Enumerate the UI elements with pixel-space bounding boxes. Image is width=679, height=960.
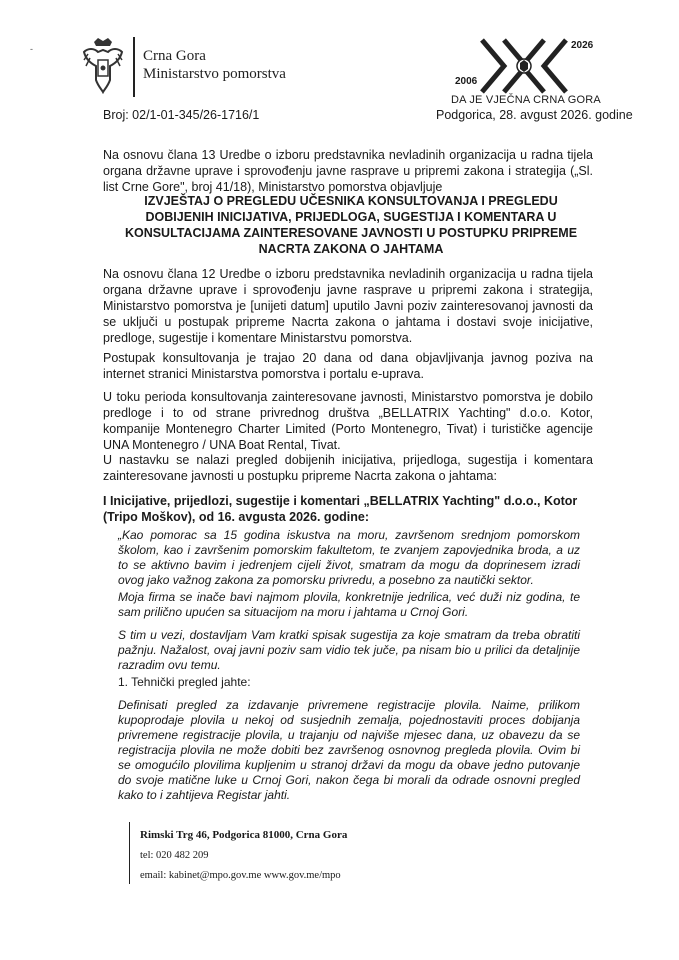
section-heading: I Inicijative, prijedlozi, sugestije i komentari „BELLATRIX Yachting" d.o.o., Kotor (Tripo Moškov), od 16. avgusta 2026. godine: <box>103 494 578 524</box>
paragraph-4: U nastavku se nalazi pregled dobijenih inicijativa, prijedloga, sugestija i komentara zainteresovane javnosti u postupku pripreme Nacrta zakona o jahtama: <box>103 453 593 483</box>
list-item-text: Definisati pregled za izdavanje privremene registracije plovila. Naime, prilikom kupoprodaje plovila u nekoj od susjednih zemalja, pojednostaviti proces dobijanja privremene registracije plovila, u trajanju od najviše mjesec dana, uz obavezu da se registracija plovila ne može dobiti bez završenog osnovnog pregleda plovila. Ovim bi se omogućilo plovilima kupljenim u stranoj državi da mogu da obave jedno putovanje do svoje matične luke u Crnoj Gori, nakon čega bi morali da odrade osnovni pregled kako to i zahtijeva Registar jahti. <box>118 698 580 802</box>
margin-mark: - <box>30 44 33 54</box>
coat-of-arms-icon <box>80 36 126 94</box>
quote-paragraph-3: S tim u vezi, dostavljam Vam kratki spisak sugestija za koje smatram da treba obratiti pažnju. Nažalost, ovaj javni poziv sam vidio tek juče, pa nisam bio u prilici da detaljnije razradim ovu temu. <box>118 628 580 672</box>
paragraph-2: Postupak konsultovanja je trajao 20 dana od dana objavljivanja javnog poziva na internet stranici Ministarstva pomorstva i portalu e-uprava. <box>103 351 593 381</box>
quote-paragraph-2: Moja firma se inače bavi najmom plovila, konkretnije jedrilica, već duži niz godina, te sam prilično upućen sa situacijom na moru i jahtama u Crnoj Gori. <box>118 590 580 619</box>
header-divider <box>133 37 135 97</box>
paragraph-1: Na osnovu člana 12 Uredbe o izboru predstavnika nevladinih organizacija u radna tijela organa državne uprave i sprovođenju javne rasprave u pripremi zakona i strategija, Ministarstvo pomorstva je [unijeti datum] uputilo Javni poziv zainteresovanoj javnosti da se uključi u postupak pripreme Nacrta zakona o jahtama i dostavi svoje inicijative, predloge, sugestije i komentare Ministarstvu pomorstva. <box>103 267 593 345</box>
reference-number: Broj: 02/1-01-345/26-1716/1 <box>103 108 260 122</box>
document-title: IZVJEŠTAJ O PREGLEDU UČESNIKA KONSULTOVANJA I PREGLEDU DOBIJENIH INICIJATIVA, PRIJEDLOGA, SUGESTIJA I KOMENTARA U KONSULTACIJAMA ZAINTERESOVANE JAVNOSTI U POSTUPKU PRIPREME NACRTA ZAKONA O JAHTAMA <box>124 194 578 256</box>
org-name-country: Crna Gora <box>143 48 206 64</box>
list-item-title: 1. Tehnički pregled jahte: <box>118 675 251 689</box>
footer-phone: tel: 020 482 209 <box>140 850 209 861</box>
paragraph-3: U toku perioda konsultovanja zainteresovane javnosti, Ministarstvo pomorstva je dobilo predloge i to od strane privrednog društva „BELLATRIX Yachting" d.o.o. Kotor, kompanije Montenegro Charter Limited (Porto Montenegro, Tivat) i turističke agencije UNA Montenegro / UNA Boat Rental, Tivat. <box>103 390 593 452</box>
footer-divider <box>129 822 130 884</box>
document-date: Podgorica, 28. avgust 2026. godine <box>436 108 633 122</box>
emblem-year-bottom: 2006 <box>455 76 478 87</box>
footer-address: Rimski Trg 46, Podgorica 81000, Crna Gora <box>140 829 348 841</box>
quote-paragraph-1: „Kao pomorac sa 15 godina iskustva na moru, završenom srednjom pomorskom školom, kao i završenim pomorskim fakultetom, te zvanjem zapovjednika broda, a uz to se aktivno bavim i jedrenjem cijeli život, smatram da mogu da doprinesem izradi ovog jako važnog zakona za pomorsku privredu, a posebno za nautički sektor. <box>118 528 580 587</box>
emblem-year-top: 2026 <box>571 40 594 51</box>
slogan: DA JE VJEČNA CRNA GORA <box>451 94 601 106</box>
footer-email: email: kabinet@mpo.gov.me www.gov.me/mpo <box>140 870 341 881</box>
xx-anniversary-logo-icon <box>474 38 574 94</box>
org-name-ministry: Ministarstvo pomorstva <box>143 66 286 82</box>
intro-paragraph: Na osnovu člana 13 Uredbe o izboru predstavnika nevladinih organizacija u radna tijela organa državne uprave i sprovođenju javne rasprave u pripremi zakona i strategija („Sl. list Crne Gore", broj 41/18), Ministarstvo pomorstva objavljuje <box>103 148 593 194</box>
